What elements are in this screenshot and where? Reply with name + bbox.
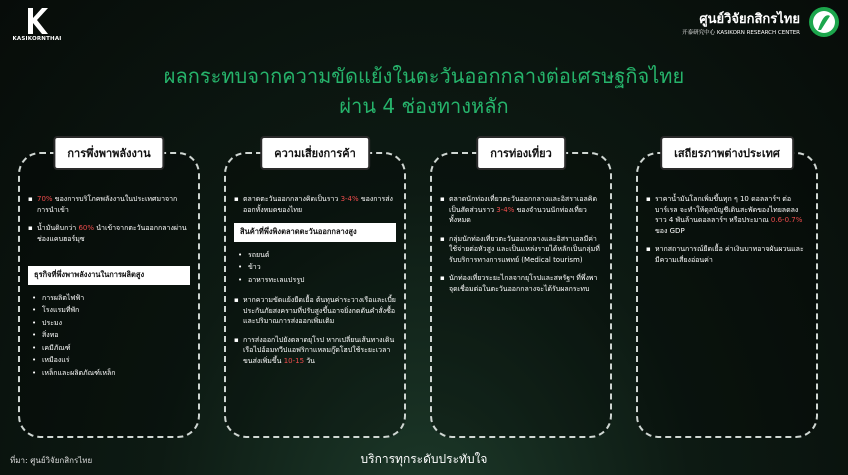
kbank-emblem-icon [808, 6, 840, 38]
card-body [440, 194, 602, 302]
card-body [28, 194, 190, 380]
list-item: ▪ ราคาน้ำมันโลกเพิ่มขึ้นทุก ๆ 10 ดอลลาร์ฯ ต่อบาร์เรล จะทำให้ดุลบัญชีเดินสะพัดของไทยลดลงราว 4 พันล้านดอลลาร์ฯ หรือประมาณ 0.6-0.7% ของ GDP [646, 195, 803, 235]
list-item: • โรงแรมที่พัก [32, 306, 80, 314]
slogan: บริการทุกระดับประทับใจ [360, 452, 488, 466]
k-logo-icon [22, 6, 52, 36]
list-item: • การผลิตไฟฟ้า [32, 293, 85, 302]
card-header: เสถียรภาพต่างประเทศ [660, 136, 794, 170]
card-external-stability [636, 147, 818, 438]
card-header: การท่องเที่ยว [476, 136, 566, 170]
list-item: ▪ 70% ของการบริโภคพลังงานในประเทศมาจากการนำเข้า [28, 195, 178, 214]
list-item: ▪ การส่งออกไปยังตลาดยุโรป หากเปลี่ยนเส้นทางเดินเรือไปอ้อมทวีปแอฟริกาแหลมกู๊ดโฮปใช้ระยะเวลาขนส่งเพิ่มขึ้น 10-15 วัน [234, 335, 395, 365]
list-item: • เคมีภัณฑ์ [32, 343, 71, 352]
card-tourism [430, 147, 612, 438]
brand-left-text: KASIKORNTHAI [12, 36, 62, 42]
list-item: ▪ ตลาดนักท่องเที่ยวตะวันออกกลางและอิสราเอลคิดเป็นสัดส่วนราว 3-4% ของจำนวนนักท่องเที่ยวทั้งหมด [440, 195, 597, 224]
brand-right-th: ศูนย์วิจัยกสิกรไทย [699, 12, 800, 27]
list-item: ▪ นักท่องเที่ยวระยะไกลจากยุโรปและสหรัฐฯ ที่พึ่งพาจุดเชื่อมต่อในตะวันออกกลางจะได้รับผลกระทบ [440, 274, 598, 293]
card-subheader: สินค้าที่พึ่งพิงตลาดตะวันออกกลางสูง [234, 223, 396, 242]
dot-list [28, 293, 190, 379]
list-item: • รถยนต์ [238, 250, 270, 259]
list-item: ▪ น้ำมันดิบกว่า 60% นำเข้าจากตะวันออกกลางผ่านช่องแคบฮอร์มุซ [28, 224, 187, 243]
card-header: การพึ่งพาพลังงาน [53, 136, 164, 170]
source-note: ที่มา: ศูนย์วิจัยกสิกรไทย [10, 456, 93, 465]
list-item: ▪ หากความขัดแย้งยืดเยื้อ ต้นทุนค่าระวางเรือและเบี้ยประกันภัยสงครามที่ปรับสูงขึ้นอาจยิ่งกดดันคำสั่งซื้อและปริมาณการส่งออกเพิ่มเติม [234, 296, 396, 325]
page-title: ผลกระทบจากความขัดแย้งในตะวันออกกลางต่อเศรษฐกิจไทย [163, 64, 685, 88]
list-item: • เหล็กและผลิตภัณฑ์เหล็ก [32, 368, 116, 377]
krc-logo [640, 6, 840, 40]
list-item: • ข้าว [238, 263, 261, 271]
page-subtitle: ผ่าน 4 ช่องทางหลัก [339, 94, 509, 118]
card-body [646, 194, 808, 273]
dot-list [234, 250, 396, 286]
card-body [234, 194, 396, 374]
list-item: ▪ กลุ่มนักท่องเที่ยวตะวันออกกลางและอิสราเอลมีค่าใช้จ่ายต่อหัวสูง และเป็นแหล่งรายได้หลักเป็นกลุ่มที่รับบริการทางการแพทย์ (Medical tourism) [440, 234, 600, 264]
card-header: ความเสี่ยงการค้า [260, 136, 370, 170]
brand-right-en: 开泰研究中心 KASIKORN RESEARCH CENTER [682, 30, 800, 36]
list-item: • อาหารทะเลแปรรูป [238, 275, 305, 284]
list-item: • ประมง [32, 318, 62, 327]
card-trade [224, 147, 406, 438]
card-subheader: ธุรกิจที่พึ่งพาพลังงานในการผลิตสูง [28, 266, 190, 285]
list-item: ▪ ตลาดตะวันออกกลางคิดเป็นราว 3-4% ของการส่งออกทั้งหมดของไทย [234, 195, 393, 214]
card-energy [18, 147, 200, 438]
list-item: • เหมืองแร่ [32, 356, 70, 364]
list-item: • สิ่งทอ [32, 331, 59, 339]
list-item: ▪ หากสถานการณ์ยืดเยื้อ ค่าเงินบาทอาจผันผวนและมีความเสี่ยงอ่อนค่า [646, 245, 804, 264]
kasikornthai-logo [6, 6, 68, 46]
